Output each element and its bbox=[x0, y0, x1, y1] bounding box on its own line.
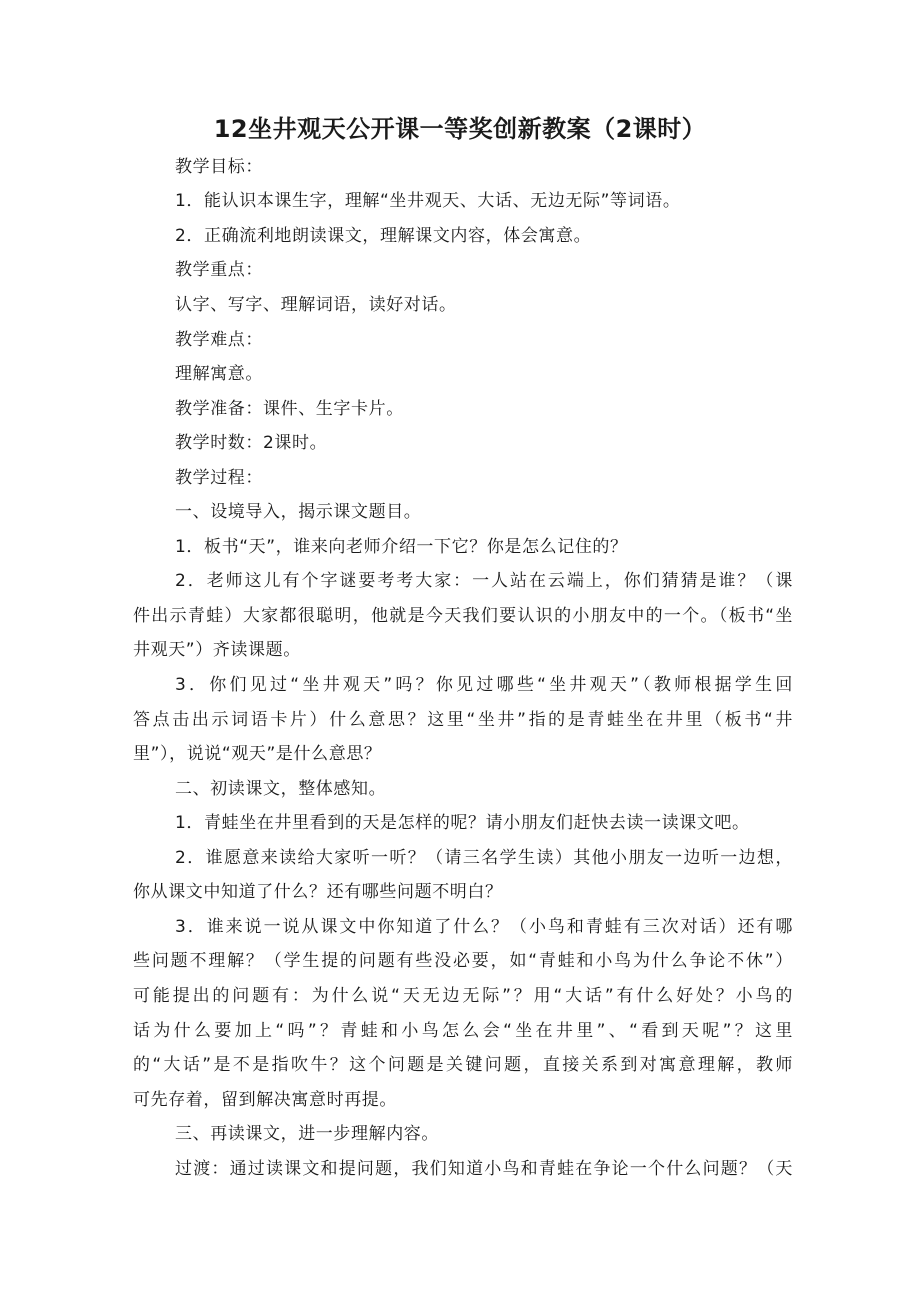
paragraph-line: 些问题不理解？（学生提的问题有些没必要，如“青蛙和小鸟为什么争论不休”） bbox=[133, 951, 793, 971]
paragraph-line: 3．谁来说一说从课文中你知道了什么？（小鸟和青蛙有三次对话）还有哪 bbox=[175, 917, 793, 937]
document-title: 12坐井观天公开课一等奖创新教案（2课时） bbox=[213, 115, 707, 143]
paragraph-line: 里”），说说“观天”是什么意思？ bbox=[133, 744, 382, 764]
paragraph-line: 2．老师这儿有个字谜要考考大家：一人站在云端上，你们猜猜是谁？（课 bbox=[175, 571, 793, 591]
objective-item-2: 2．正确流利地朗读课文，理解课文内容，体会寓意。 bbox=[175, 226, 592, 246]
paragraph-line: 你从课文中知道了什么？还有哪些问题不明白？ bbox=[133, 882, 503, 902]
hours-line: 教学时数：2课时。 bbox=[175, 433, 328, 453]
key-points-text: 认字、写字、理解词语，读好对话。 bbox=[175, 295, 457, 315]
step-heading-1: 一、设境导入，揭示课文题目。 bbox=[175, 502, 422, 522]
section-heading-process: 教学过程： bbox=[175, 468, 263, 488]
difficulties-text: 理解寓意。 bbox=[175, 364, 263, 384]
paragraph-line: 1．青蛙坐在井里看到的天是怎样的呢？请小朋友们赶快去读一读课文吧。 bbox=[175, 813, 750, 833]
paragraph-line: 1．板书“天”，谁来向老师介绍一下它？你是怎么记住的？ bbox=[175, 537, 628, 557]
paragraph-line: 答点击出示词语卡片）什么意思？这里“坐井”指的是青蛙坐在井里（板书“井 bbox=[133, 710, 793, 730]
paragraph-line: 井观天”）齐读课题。 bbox=[133, 640, 301, 660]
paragraph-line: 3．你们见过“坐井观天”吗？你见过哪些“坐井观天”（教师根据学生回 bbox=[175, 675, 793, 695]
step-heading-3: 三、再读课文，进一步理解内容。 bbox=[175, 1124, 439, 1144]
paragraph-line: 话为什么要加上“吗”？青蛙和小鸟怎么会“坐在井里”、“看到天呢”？这里 bbox=[133, 1021, 793, 1041]
paragraph-line: 过渡：通过读课文和提问题，我们知道小鸟和青蛙在争论一个什么问题？（天 bbox=[175, 1159, 793, 1179]
section-heading-key-points: 教学重点： bbox=[175, 260, 263, 280]
objective-item-1: 1．能认识本课生字，理解“坐井观天、大话、无边无际”等词语。 bbox=[175, 191, 681, 211]
step-heading-2: 二、初读课文，整体感知。 bbox=[175, 779, 387, 799]
paragraph-line: 可先存着，留到解决寓意时再提。 bbox=[133, 1090, 397, 1110]
paragraph-line: 件出示青蛙）大家都很聪明，他就是今天我们要认识的小朋友中的一个。（板书“坐 bbox=[133, 606, 793, 626]
section-heading-difficulties: 教学难点： bbox=[175, 330, 263, 350]
preparation-line: 教学准备：课件、生字卡片。 bbox=[175, 399, 404, 419]
paragraph-line: 可能提出的问题有：为什么说“天无边无际”？用“大话”有什么好处？小鸟的 bbox=[133, 986, 793, 1006]
paragraph-line: 的“大话”是不是指吹牛？这个问题是关键问题，直接关系到对寓意理解，教师 bbox=[133, 1055, 793, 1075]
paragraph-line: 2．谁愿意来读给大家听一听？（请三名学生读）其他小朋友一边听一边想， bbox=[175, 848, 793, 868]
section-heading-objectives: 教学目标： bbox=[175, 157, 263, 177]
